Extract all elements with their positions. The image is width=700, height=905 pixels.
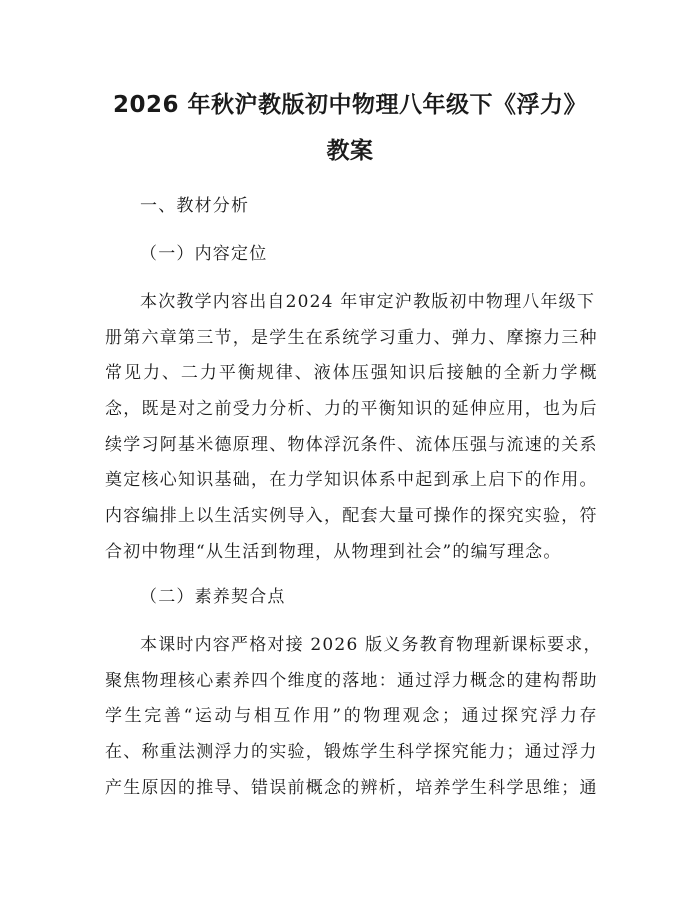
paragraph-line: 合初中物理“从生活到物理，从物理到社会”的编写理念。 xyxy=(105,542,562,562)
paragraph-line: 本次教学内容出自2024 年审定沪教版初中物理八年级下 xyxy=(140,292,596,312)
paragraph-line: 本课时内容严格对接 2026 版义务教育物理新课标要求， xyxy=(140,635,602,655)
paragraph-line: 内容编排上以生活实例导入，配套大量可操作的探究实验，符 xyxy=(105,506,597,526)
document-title-line-1: 2026 年秋沪教版初中物理八年级下《浮力》 xyxy=(112,92,588,118)
paragraph-line: 念，既是对之前受力分析、力的平衡知识的延伸应用，也为后 xyxy=(105,399,597,419)
subsection-heading-content-positioning: （一）内容定位 xyxy=(140,244,268,264)
paragraph-line: 在、称重法测浮力的实验，锻炼学生科学探究能力；通过浮力 xyxy=(105,742,597,762)
subsection-heading-literacy-alignment: （二）素养契合点 xyxy=(140,587,286,607)
section-heading-textbook-analysis: 一、教材分析 xyxy=(140,196,250,216)
paragraph-line: 学生完善“运动与相互作用”的物理观念；通过探究浮力存 xyxy=(105,706,597,726)
paragraph-line: 常见力、二力平衡规律、液体压强知识后接触的全新力学概 xyxy=(105,363,597,383)
paragraph-line: 册第六章第三节，是学生在系统学习重力、弹力、摩擦力三种 xyxy=(105,328,597,348)
paragraph-line: 奠定核心知识基础，在力学知识体系中起到承上启下的作用。 xyxy=(105,470,597,490)
paragraph-line: 产生原因的推导、错误前概念的辨析，培养学生科学思维；通 xyxy=(105,778,597,798)
paragraph-line: 聚焦物理核心素养四个维度的落地：通过浮力概念的建构帮助 xyxy=(105,671,597,691)
paragraph-line: 续学习阿基米德原理、物体浮沉条件、流体压强与流速的关系 xyxy=(105,435,597,455)
document-title-line-2: 教案 xyxy=(326,138,374,164)
